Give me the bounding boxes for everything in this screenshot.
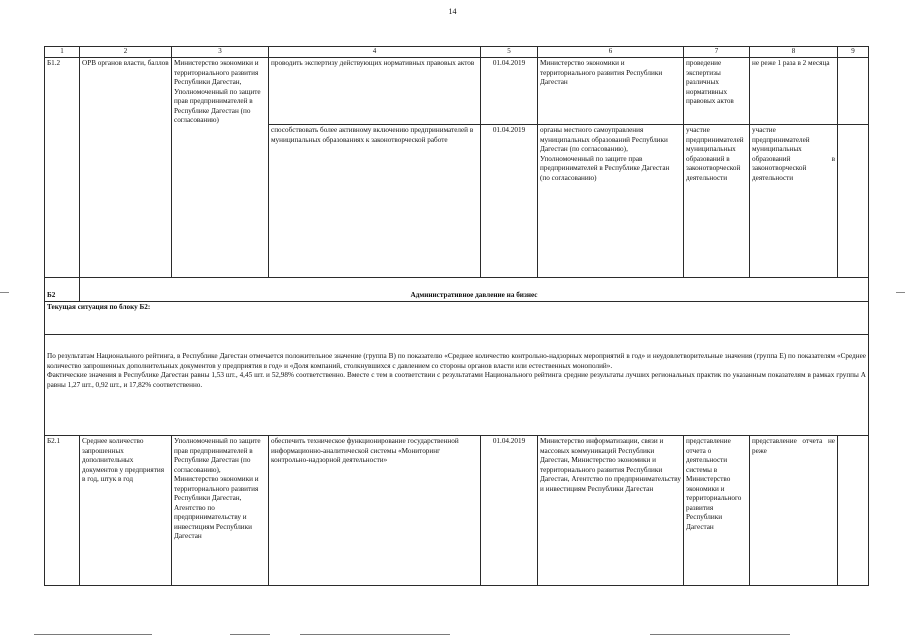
column-number: 7 [684, 47, 750, 58]
deadline-cell: 01.04.2019 [481, 125, 538, 278]
frequency-cell: представление отчета не реже [750, 436, 838, 586]
frequency-cell: не реже 1 раза в 2 месяца [750, 58, 838, 125]
partners-cell: Министерство информатизации, связи и массовых коммуникаций Республики Дагестан, Министерство экономики и территориального развития Республики Дагестан, Агентство по предпринимательству и инвестициям Республики Дагестан [538, 436, 684, 586]
row-code: Б2.1 [45, 436, 80, 586]
action-cell: проводить экспертизу действующих нормативных правовых актов [269, 58, 481, 125]
footer-rule [300, 634, 450, 635]
column-number: 9 [838, 47, 869, 58]
column-number: 4 [269, 47, 481, 58]
empty-cell [838, 125, 869, 278]
situation-body-row [45, 335, 869, 436]
action-plan-table [44, 46, 869, 586]
result-cell: участие предпринимателей муниципальных образований в законотворческой деятельности [684, 125, 750, 278]
situation-paragraph-1: По результатам Национального рейтинга, в Республике Дагестан отмечается положительное значение (группа В) по показателю «Среднее количество контрольно-надзорных мероприятий в год» и неудовлетворительные значения (группа Е) по показателям «Среднее количество запрошенных дополнительных документов у предприятия в год» и «Доля компаний, столкнувшихся с давлением со стороны органов власти или естественных монополий». [47, 352, 866, 370]
page-number: 14 [448, 7, 457, 16]
action-cell: способствовать более активному включению предпринимателей в муниципальных образованиях к законотворческой работе [269, 125, 481, 278]
situation-title: Текущая ситуация по блоку Б2: [45, 302, 869, 335]
partners-cell: Министерство экономики и территориального развития Республики Дагестан [538, 58, 684, 125]
footer-rule [650, 634, 790, 635]
table-row-b1-2-first [45, 58, 869, 125]
block-title: Административное давление на бизнес [80, 278, 869, 302]
footer-rule [230, 634, 270, 635]
spacer [47, 336, 866, 352]
executor-cell: Уполномоченный по защите прав предпринимателей в Республике Дагестан (по согласованию), Министерство экономики и территориального развития Республики Дагестан, Агентство по предпринимательству и инвестициям Республики Дагестан [172, 436, 269, 586]
result-cell: проведение экспертизы различных нормативных правовых актов [684, 58, 750, 125]
deadline-cell: 01.04.2019 [481, 58, 538, 125]
action-cell: обеспечить техническое функционирование государственной информационно-аналитической системы «Мониторинг контрольно-надзорной деятельности» [269, 436, 481, 586]
deadline-cell: 01.04.2019 [481, 436, 538, 586]
column-number: 1 [45, 47, 80, 58]
column-number: 8 [750, 47, 838, 58]
row-code: Б1.2 [45, 58, 80, 278]
empty-cell [838, 58, 869, 125]
footer-rule [34, 634, 152, 635]
table-row-b2-1 [45, 436, 869, 586]
right-edge-mark [896, 292, 905, 293]
column-number: 3 [172, 47, 269, 58]
result-cell: представление отчета о деятельности системы в Министерство экономики и территориального развития Республики Дагестан [684, 436, 750, 586]
indicator-cell: ОРВ органов власти, баллов [80, 58, 172, 278]
empty-cell [838, 436, 869, 586]
situation-title-row [45, 302, 869, 335]
situation-body [45, 335, 869, 436]
indicator-cell: Среднее количество запрошенных дополнительных документов у предприятия в год, штук в год [80, 436, 172, 586]
situation-paragraph-2: Фактические значения в Республике Дагестан равны 1,53 шт., 4,45 шт. и 52,98% соответственно. Вместе с тем в соответствии с результатами Национального рейтинга средние результаты лучших региональных практик по указанным показателям в рамках группы А равны 1,27 шт., 0,92 шт., и 17,82% соответственно. [47, 371, 866, 389]
column-number-row [45, 47, 869, 58]
executor-cell: Министерство экономики и территориального развития Республики Дагестан, Уполномоченный по защите прав предпринимателей в Республике Дагестан (по согласованию) [172, 58, 269, 278]
column-number: 2 [80, 47, 172, 58]
frequency-cell: участие предпринимателей муниципальных образований в законотворческой деятельности [750, 125, 838, 278]
column-number: 5 [481, 47, 538, 58]
block-b2-row [45, 278, 869, 302]
left-edge-mark [0, 292, 9, 293]
column-number: 6 [538, 47, 684, 58]
block-code: Б2 [45, 278, 80, 302]
partners-cell: органы местного самоуправления муниципальных образований Республики Дагестан (по согласованию), Уполномоченный по защите прав предпринимателей в Республике Дагестан (по согласованию) [538, 125, 684, 278]
